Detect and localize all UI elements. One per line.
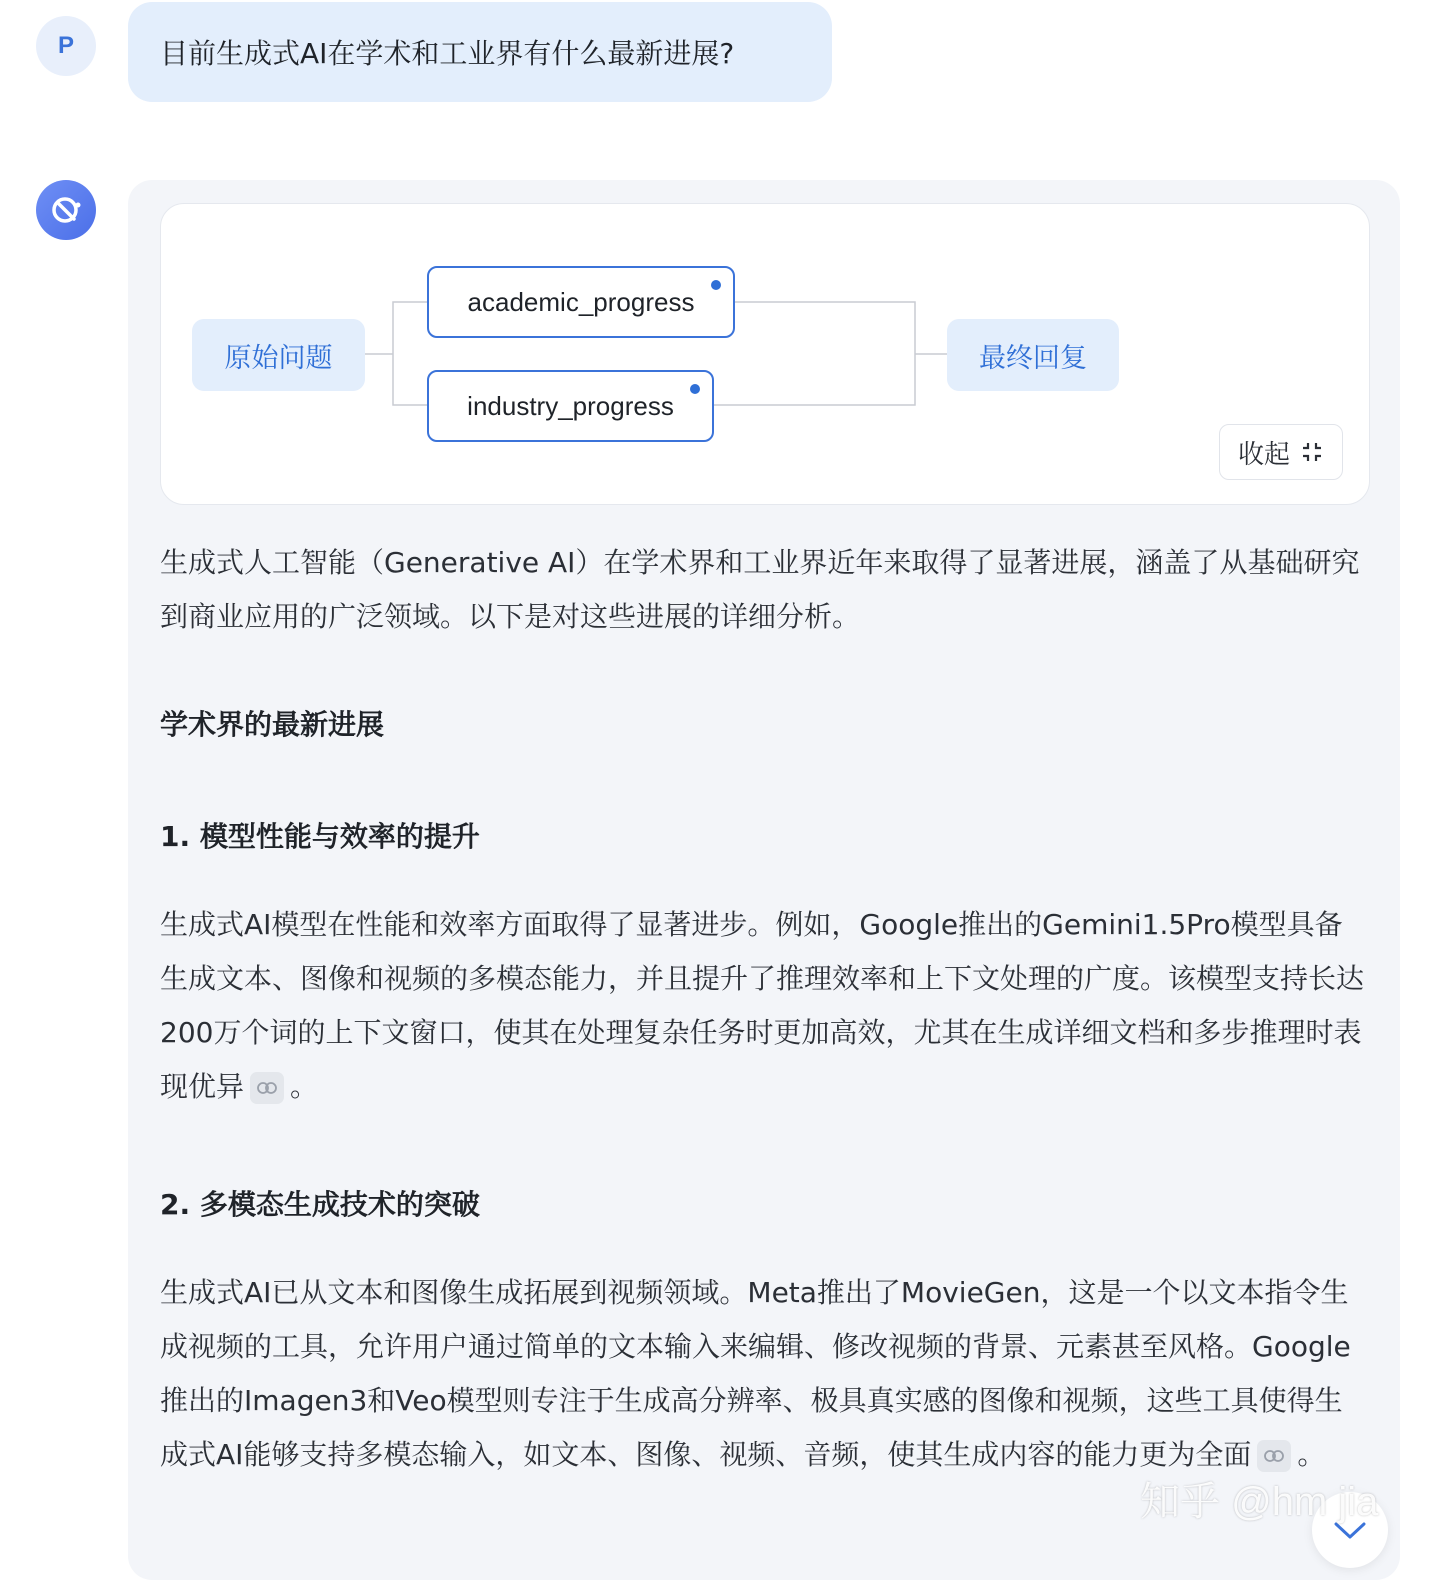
collapse-icon bbox=[1300, 440, 1324, 464]
subheading-2-block bbox=[160, 1185, 1368, 1225]
user-question-bubble bbox=[128, 2, 832, 102]
paragraph-1 bbox=[160, 898, 1368, 1114]
link-icon bbox=[257, 1082, 277, 1094]
user-avatar-letter: P bbox=[57, 32, 74, 59]
paragraph-1-end: 。 bbox=[290, 1070, 319, 1103]
watermark: 知乎 @hm jia bbox=[1140, 1480, 1379, 1524]
paragraph-2-end: 。 bbox=[1297, 1438, 1326, 1471]
flow-diagram-card bbox=[160, 203, 1370, 505]
citation-link[interactable] bbox=[250, 1072, 284, 1104]
paragraph-1-text: 生成式AI模型在性能和效率方面取得了显著进步。例如，Google推出的Gemini1.5Pro模型具备生成文本、图像和视频的多模态能力，并且提升了推理效率和上下文处理的广度。该模型支持长达200万个词的上下文窗口，使其在处理复杂任务时更加高效，尤其在生成详细文档和多步推理时表现优异 bbox=[160, 908, 1365, 1103]
flow-start-label: 原始问题 bbox=[224, 342, 333, 374]
answer-intro bbox=[160, 536, 1368, 644]
section-title: 学术界的最新进展 bbox=[160, 708, 385, 741]
user-question-text: 目前生成式AI在学术和工业界有什么最新进展? bbox=[160, 37, 735, 70]
ai-avatar bbox=[36, 180, 96, 240]
paragraph-2-text: 生成式AI已从文本和图像生成拓展到视频领域。Meta推出了MovieGen，这是一个以文本指令生成视频的工具，允许用户通过简单的文本输入来编辑、修改视频的背景、元素甚至风格。Google推出的Imagen3和Veo模型则专注于生成高分辨率、极具真实感的图像和视频，这些工具使得生成式AI能够支持多模态输入，如文本、图像、视频、音频，使其生成内容的能力更为全面 bbox=[160, 1276, 1351, 1471]
status-dot bbox=[690, 384, 700, 394]
user-avatar bbox=[36, 16, 96, 76]
flow-node-label: academic_progress bbox=[467, 286, 695, 317]
paragraph-2 bbox=[160, 1266, 1368, 1482]
ai-logo-icon bbox=[49, 193, 83, 227]
flow-end-label: 最终回复 bbox=[979, 342, 1087, 374]
collapse-label: 收起 bbox=[1237, 439, 1290, 470]
paragraph-2-block bbox=[160, 1266, 1368, 1482]
link-icon bbox=[1264, 1450, 1284, 1462]
flow-start-node bbox=[192, 319, 365, 391]
flow-end-node bbox=[947, 319, 1119, 391]
section-heading-block bbox=[160, 705, 1368, 745]
intro-paragraph: 生成式人工智能（Generative AI）在学术界和工业界近年来取得了显著进展，涵盖了从基础研究到商业应用的广泛领域。以下是对这些进展的详细分析。 bbox=[160, 546, 1360, 633]
subheading-1-block bbox=[160, 817, 1368, 857]
citation-link[interactable] bbox=[1257, 1440, 1291, 1472]
subheading-1: 1. 模型性能与效率的提升 bbox=[160, 820, 480, 853]
paragraph-1-block bbox=[160, 898, 1368, 1114]
flow-node-industry-progress[interactable] bbox=[427, 370, 714, 442]
flow-node-academic-progress[interactable] bbox=[427, 266, 735, 338]
collapse-button[interactable] bbox=[1219, 424, 1343, 480]
status-dot bbox=[711, 280, 721, 290]
flow-node-label: industry_progress bbox=[467, 390, 674, 421]
subheading-2: 2. 多模态生成技术的突破 bbox=[160, 1188, 480, 1221]
